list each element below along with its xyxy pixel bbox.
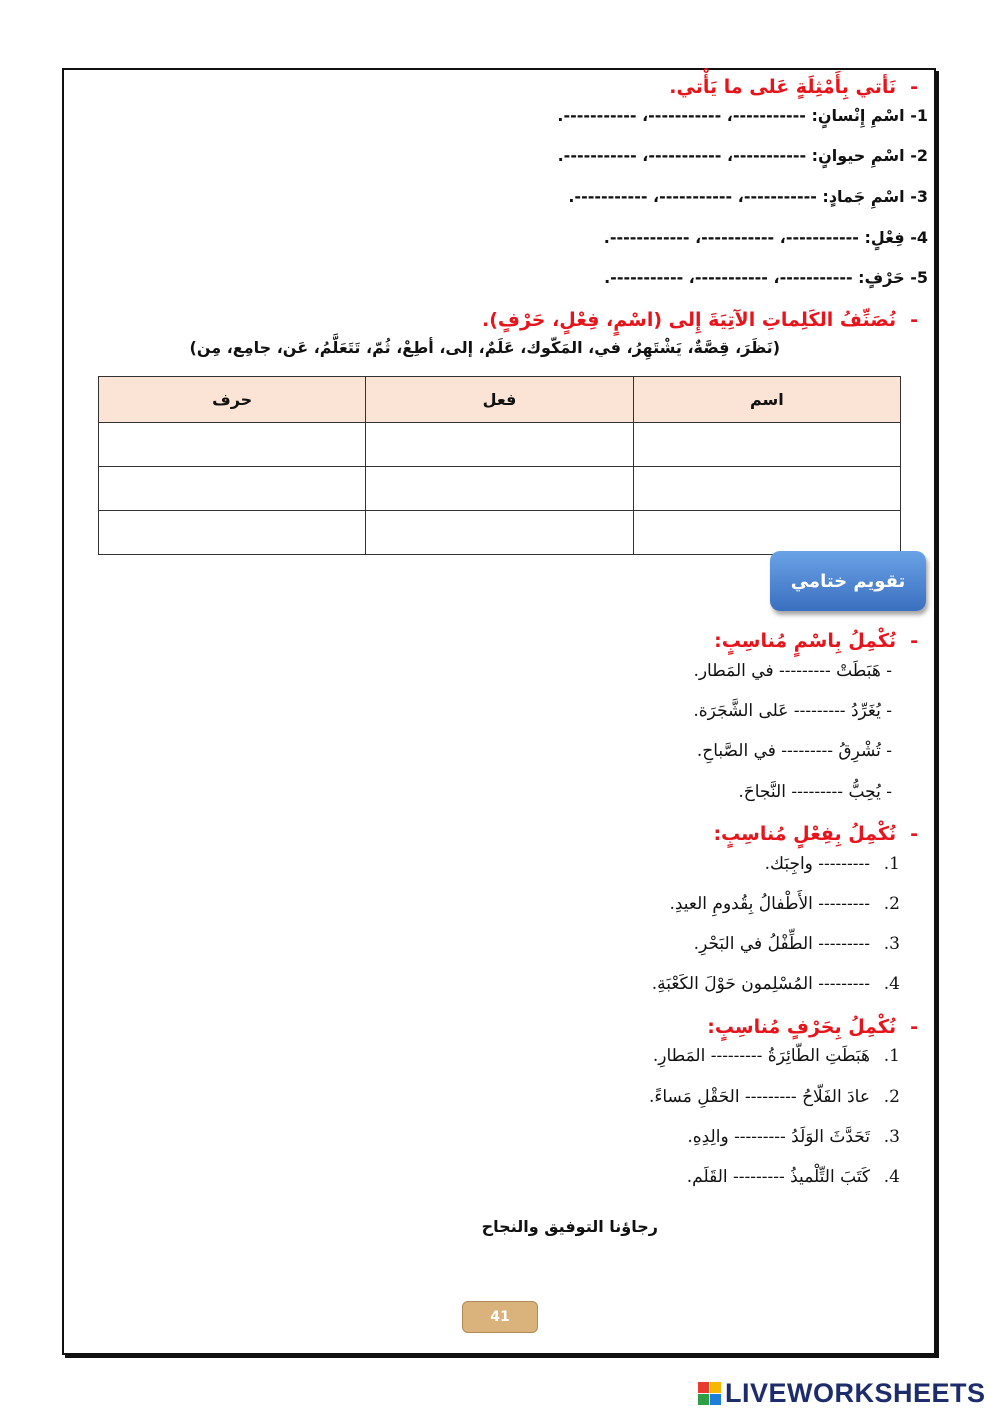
- section4-heading: -نُكْمِلُ بِفِعْلٍ مُناسِبٍ:: [713, 823, 918, 845]
- fill-particle-item: 2.عادَ الفَلّاحُ --------- الحَقْلِ مَساءً.: [648, 1087, 900, 1107]
- answer-cell[interactable]: [633, 423, 900, 467]
- fill-verb-item: 4.--------- المُسْلِمون حَوْلَ الكَعْبَةِ.: [651, 974, 900, 994]
- table-row: [99, 467, 901, 511]
- table-row: [99, 511, 901, 555]
- example-item: 4- فِعْلٍ: -----------، -----------، ------------.: [603, 228, 928, 247]
- word-list: (نَظَرَ، قِصَّةٌ، يَشْتَهِرُ، في، المَكّوك، عَلَمٌ، إلى، أطِعْ، ثُمّ، تَتَعَلَّمُ، عَن، جامِع، مِن): [189, 338, 780, 357]
- classification-table: [98, 376, 901, 555]
- section5-heading: -نُكْمِلُ بِحَرْفٍ مُناسِبٍ:: [707, 1016, 918, 1038]
- liveworksheets-logo-icon: [698, 1382, 721, 1405]
- fill-noun-item: - هَبَطَتْ --------- في المَطار.: [693, 661, 892, 681]
- table-header-row: [99, 377, 901, 423]
- answer-cell[interactable]: [366, 467, 633, 511]
- header-particle: حرف: [99, 377, 366, 423]
- example-item: 3- اسْمِ جَمادٍ: -----------، -----------، -----------.: [568, 187, 928, 206]
- liveworksheets-brand[interactable]: [698, 1376, 986, 1410]
- answer-cell[interactable]: [99, 467, 366, 511]
- answer-cell[interactable]: [99, 423, 366, 467]
- example-item: 5- حَرْفٍ: -----------، -----------، -----------.: [604, 268, 928, 287]
- answer-cell[interactable]: [366, 511, 633, 555]
- example-item: 2- اسْمِ حيوانٍ: -----------، -----------، -----------.: [557, 146, 928, 165]
- fill-particle-item: 1.هَبَطَتِ الطّائِرَةُ --------- المَطارِ.: [652, 1046, 900, 1066]
- header-noun: اسم: [633, 377, 900, 423]
- fill-verb-item: 1.--------- واجِبَك.: [764, 854, 900, 874]
- final-evaluation-badge: تقويم ختامي: [770, 551, 926, 611]
- fill-verb-item: 2.--------- الأَطْفالُ بِقُدومِ العيدِ.: [669, 894, 900, 914]
- table-row: [99, 423, 901, 467]
- page-number-badge: 41: [462, 1301, 538, 1333]
- answer-cell[interactable]: [633, 467, 900, 511]
- fill-noun-item: - تُشْرِقُ --------- في الصَّباحِ.: [696, 741, 892, 761]
- brand-name: LIVEWORKSHEETS: [725, 1377, 986, 1408]
- answer-cell[interactable]: [633, 511, 900, 555]
- fill-noun-item: - يُحِبُّ --------- النَّجاحَ.: [738, 782, 892, 802]
- section2-heading: -نُصَنِّفُ الكَلِماتِ الآتِيَةَ إِلى (اسْمٍ، فِعْلٍ، حَرْفٍ).: [481, 309, 918, 331]
- example-item: 1- اسْمِ إِنْسانٍ: -----------، -----------، -----------.: [557, 106, 928, 125]
- fill-verb-item: 3.--------- الطِّفْلُ في البَحْرِ.: [693, 934, 900, 954]
- section1-heading: -نَأتي بِأَمْثِلَةٍ عَلى ما يَأْتي.: [669, 76, 918, 98]
- answer-cell[interactable]: [99, 511, 366, 555]
- fill-noun-item: - يُغَرِّدُ --------- عَلى الشَّجَرَة.: [693, 701, 892, 721]
- fill-particle-item: 4.كَتَبَ التِّلْميذُ --------- القَلَم.: [686, 1167, 900, 1187]
- answer-cell[interactable]: [366, 423, 633, 467]
- closing-text: رجاؤنا التوفيق والنجاح: [481, 1217, 658, 1236]
- fill-particle-item: 3.تَحَدَّثَ الوَلَدُ --------- والِدِهِ.: [687, 1127, 900, 1147]
- section3-heading: -نُكْمِلُ بِاسْمٍ مُناسِبٍ:: [714, 630, 918, 652]
- header-verb: فعل: [366, 377, 633, 423]
